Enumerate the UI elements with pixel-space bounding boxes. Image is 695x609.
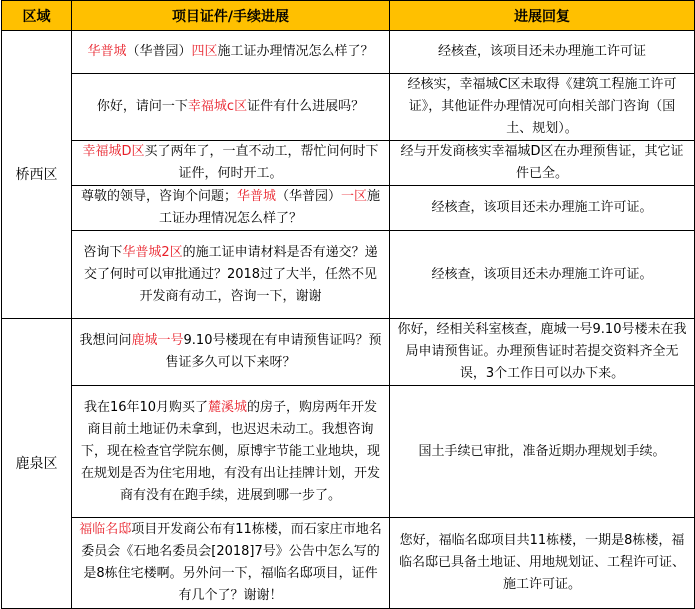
project-name-highlight: 福临名邸 <box>79 522 132 537</box>
reply-cell: 经核实，幸福城C区未取得《建筑工程施工许可证》，其他证件办理情况可向相关部门咨询（国土、规划）。 <box>390 74 695 141</box>
reply-cell: 经核查，该项目还未办理施工许可证 <box>390 31 695 74</box>
question-cell <box>72 141 390 186</box>
reply-cell: 您好，福临名邸项目共11栋楼，一期是8栋楼，福临名邸已具备土地证、用地规划证、工程许可证、施工许可证。 <box>390 518 695 609</box>
header-item: 项目证件/手续进展 <box>72 1 390 31</box>
question-text: 证件有什么进展吗？ <box>247 99 365 114</box>
reply-cell: 经核查，该项目还未办理施工许可证。 <box>390 231 695 319</box>
question-text: 的施工证申请材料是否有递交？递交了何时可以审批通过？2018过了大半，任然不见开发商有动工，咨询一下，谢谢 <box>83 244 378 304</box>
table-row <box>2 518 695 609</box>
question-cell <box>72 231 390 319</box>
project-name-highlight: 一区 <box>341 189 368 204</box>
reply-cell: 经核查，该项目还未办理施工许可证。 <box>390 186 695 231</box>
region-cell-qiaoxi: 桥西区 <box>2 31 72 319</box>
project-name-highlight: 四区 <box>191 44 218 59</box>
region-cell-luquan: 鹿泉区 <box>2 319 72 609</box>
reply-cell: 经与开发商核实幸福城D区在办理预售证，其它证件已全。 <box>390 141 695 186</box>
question-text: 施工证办理情况怎么样了？ <box>217 44 374 59</box>
header-row <box>2 1 695 31</box>
table-row <box>2 186 695 231</box>
question-cell <box>72 186 390 231</box>
table-row <box>2 231 695 319</box>
question-text: （华普园） <box>275 189 341 204</box>
question-text: 的房子，购房两年开发商目前土地证仍未拿到，也迟迟未动工。我想咨询下，现在检查官学院东侧，原博宇节能工业地块，现在规划是否为住宅用地，有没有出让挂牌计划，开发商有没有在跑手续，进展到哪一步了。 <box>80 399 380 503</box>
question-text: （华普园） <box>126 44 192 59</box>
table-row <box>2 31 695 74</box>
reply-cell: 国土手续已审批，准备近期办理规划手续。 <box>390 386 695 518</box>
question-text: 咨询下 <box>83 244 123 260</box>
question-text: 9.10号楼现在有申请预售证吗？预售证多久可以下来呀？ <box>165 333 382 370</box>
project-name-highlight: 幸福城D区 <box>82 144 145 159</box>
question-text: 施工证办理情况怎么样了？ <box>158 189 381 226</box>
table-row <box>2 74 695 141</box>
project-name-highlight: 华普城2区 <box>122 244 183 260</box>
question-text: 我想问问 <box>79 333 132 348</box>
question-text: 我在16年10月购买了 <box>83 399 209 415</box>
project-name-highlight: 华普城 <box>236 189 276 204</box>
question-text: 尊敬的领导，咨询个问题； <box>80 189 237 204</box>
question-cell <box>72 31 390 74</box>
question-text: 项目开发商公布有11栋楼，而石家庄市地名委员会《石地名委员会[2018]7号》公告中怎么写的是8栋住宅楼啊。另外问一下，福临名邸项目，证件有几个了？谢谢！ <box>81 522 382 603</box>
question-text: 你好，请问一下 <box>96 99 188 114</box>
progress-table <box>1 0 695 609</box>
table-row <box>2 141 695 186</box>
project-name-highlight: 华普城 <box>87 44 127 59</box>
table-row <box>2 386 695 518</box>
question-cell <box>72 386 390 518</box>
table-row <box>2 319 695 386</box>
question-cell <box>72 518 390 609</box>
reply-cell: 你好，经相关科室核查，鹿城一号9.10号楼未在我局申请预售证。办理预售证时若提交资料齐全无误，3个工作日可以办下来。 <box>390 319 695 386</box>
project-name-highlight: 鹿城一号 <box>131 333 184 348</box>
question-text: 买了两年了，一直不动工，帮忙问何时下证件，何时开工。 <box>144 144 379 181</box>
header-reply: 进展回复 <box>390 1 695 31</box>
question-cell <box>72 319 390 386</box>
header-region: 区域 <box>2 1 72 31</box>
project-name-highlight: 幸福城c区 <box>187 99 248 114</box>
question-cell <box>72 74 390 141</box>
project-name-highlight: 麓溪城 <box>208 399 248 415</box>
